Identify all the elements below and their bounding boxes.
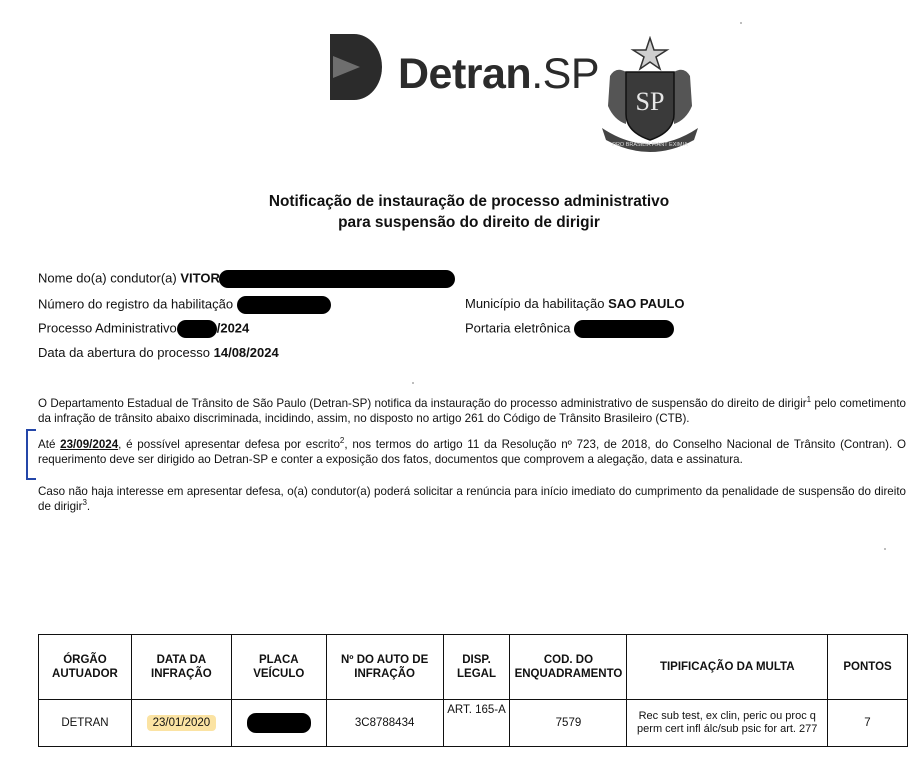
redaction-mark xyxy=(237,296,331,314)
notice-paragraph-2: Até 23/09/2024, é possível apresentar defesa por escrito$^2$, nos termos do artigo 11 da Resolução nº 723, de 2018, do Conselho Nacional de Trânsito (Contran). O requerimento deve ser dirigido ao Detran-SP e conter a exposição dos fatos, documentos que comprovem a alegação, data e assinatura. xyxy=(38,436,907,466)
column-header: PONTOS xyxy=(828,635,908,700)
title-line-1: Notificação de instauração de processo administrativo xyxy=(268,193,670,210)
column-header: DATA DA INFRAÇÃO xyxy=(131,635,231,700)
sao-paulo-coat-of-arms-icon xyxy=(596,36,704,152)
handwritten-bracket-mark xyxy=(26,429,36,480)
opening-date-field: Data da abertura do processo 14/08/2024 xyxy=(38,345,279,360)
scan-speck xyxy=(412,382,414,384)
process-number-field: Processo Administrativo /2024 xyxy=(38,320,249,338)
redaction-mark xyxy=(219,270,455,288)
cell-orgao: DETRAN xyxy=(39,700,132,747)
highlighted-date: 23/01/2020 xyxy=(147,715,217,731)
cell-disp: ART. 165-A xyxy=(443,700,510,747)
cell-tipificacao: Rec sub test, ex clin, peric ou proc q perm cert infl álc/sub psic for art. 277 xyxy=(627,700,828,747)
cell-auto: 3C8788434 xyxy=(326,700,443,747)
redaction-mark xyxy=(574,320,674,338)
process-number-value: /2024 xyxy=(216,320,250,336)
column-header: TIPIFICAÇÃO DA MULTA xyxy=(627,635,828,700)
svg-text:PRO BRASILIA FIANT EXIMIA: PRO BRASILIA FIANT EXIMIA xyxy=(612,142,688,148)
portaria-field: Portaria eletrônica xyxy=(465,320,674,338)
driver-name-field: Nome do(a) condutor(a) VITOR xyxy=(38,270,455,288)
cell-pontos: 7 xyxy=(828,700,908,747)
detran-logo-icon xyxy=(330,34,382,100)
svg-text:SP: SP xyxy=(635,87,665,116)
scan-speck xyxy=(740,22,742,24)
municipality-value: SAO PAULO xyxy=(608,296,685,311)
cell-placa xyxy=(231,700,326,747)
column-header: PLACA VEÍCULO xyxy=(231,635,326,700)
column-header: ÓRGÃO AUTUADOR xyxy=(39,635,132,700)
redaction-mark xyxy=(177,320,217,338)
license-number-field: Número do registro da habilitação xyxy=(38,296,331,314)
title-line-2: para suspensão do direito de dirigir xyxy=(338,214,600,231)
scan-speck xyxy=(884,548,886,550)
column-header: COD. DO ENQUADRAMENTO xyxy=(510,635,627,700)
opening-date-value: 14/08/2024 xyxy=(213,345,279,360)
document-title xyxy=(0,191,908,233)
detran-logo-text: Detran.SP xyxy=(398,50,600,98)
driver-name-value: VITOR xyxy=(180,270,220,286)
table-row xyxy=(39,700,908,747)
cell-data xyxy=(131,700,231,747)
notice-paragraph-3: Caso não haja interesse em apresentar defesa, o(a) condutor(a) poderá solicitar a renúncia para início imediato do cumprimento da penalidade de suspensão do direito de dirigir$^3$. xyxy=(38,485,906,513)
column-header: DISP. LEGAL xyxy=(443,635,510,700)
infraction-table xyxy=(38,634,908,747)
defense-deadline-date: 23/09/2024 xyxy=(60,438,119,451)
table-header-row xyxy=(39,635,908,700)
municipality-field: Município da habilitação SAO PAULO xyxy=(465,296,685,311)
notice-paragraph-1: O Departamento Estadual de Trânsito de São Paulo (Detran-SP) notifica da instauração do processo administrativo de suspensão do direito de dirigir$^1$ pelo cometimento da infração de trânsito abaixo discriminada, incidindo, assim, no disposto no artigo 261 do Código de Trânsito Brasileiro (CTB). xyxy=(38,395,906,425)
cell-cod: 7579 xyxy=(510,700,627,747)
redaction-mark xyxy=(247,713,311,733)
column-header: Nº DO AUTO DE INFRAÇÃO xyxy=(326,635,443,700)
